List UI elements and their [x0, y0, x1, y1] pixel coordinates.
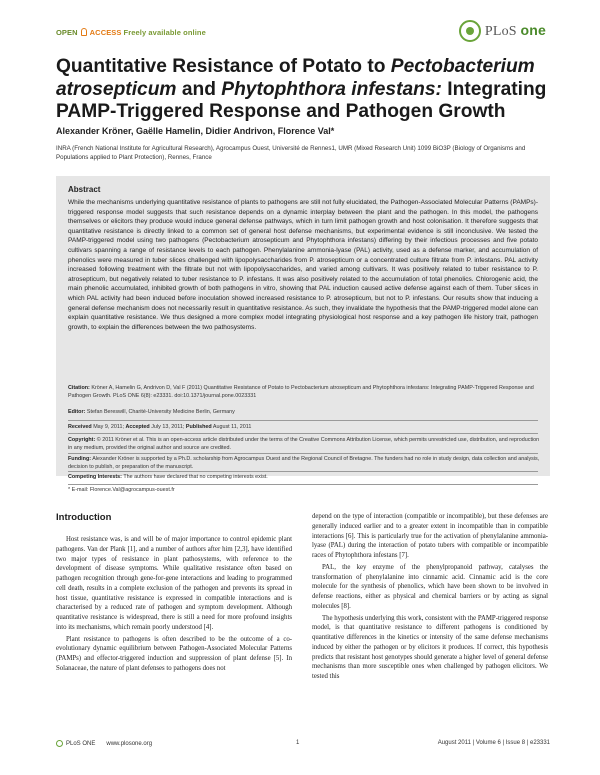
- abstract-text: While the mechanisms underlying quantitative resistance of plants to pathogens are still not fully elucidated, the Pathogen-Associated Molecular Patterns (PAMPs)-triggered response model suggests that such resistance depends on a dynamic interplay between the plant and the pathogen. In this model, the pathogens themselves or elicitors they produce would induce general defense pathways, which in turn limit pathogen growth and host colonisation. It therefore suggests that quantitative resistance is directly linked to a common set of general host defense mechanisms, but experimental evidence is still inconclusive. We tested the PAMP-triggered model using two pathogens (Pectobacterium atrosepticum and Phytophthora infestans) differing by their infectious processes and five potato cultivars spanning a range of resistance levels to each pathogen. Phenylalanine ammonia-lyase (PAL) activity, used as a defense marker, and accumulation of phenolics were measured in tuber slices challenged with lipopolysaccharides from P. atrosepticum or a concentrated culture filtrate from P. infestans. PAL activity increased following treatment with the filtrate but not with lipopolysaccharides, and varied among cultivars. It was positively related to tuber resistance to P. atrosepticum, but negatively related to tuber resistance to P. infestans. It was also positively related to the accumulation of total phenolics. Chlorogenic acid, the main phenolic accumulated, inhibited growth of both pathogens in vitro, showing that PAL induction caused active defense against each of them. Tuber slices in which PAL activity had been induced before inoculation showed increased resistance to P. atrosepticum, but not to P. infestans. Our results show that inducing a general defense mechanism does not necessarily result in quantitative resistance. As such, they invalidate the hypothesis that the PAMP-triggered model alone can explain quantitative resistance. We thus designed a more complex model integrating physiological host response and a key pathogen life history trait, pathogen growth, to explain the differences between the two pathosystems.: [68, 199, 538, 331]
- introduction-right-text: [312, 512, 548, 682]
- article-title: [56, 56, 556, 124]
- abstract-box: [56, 176, 550, 476]
- footer-journal-name: PLoS ONE: [66, 740, 96, 747]
- plos-footer-icon: [56, 740, 63, 747]
- open-lock-icon: [81, 28, 87, 36]
- meta-divider: [68, 471, 538, 472]
- title-segment: Pectobacterium atrosepticum: [56, 56, 535, 100]
- affiliation: INRA (French National Institute for Agricultural Research), Agrocampus Ouest, Université de Rennes1, UMR (Mixed Research Unit) 1099 BiO3P (Biology of Organisms and Populations applied to Plant Protection), Rennes, France: [56, 145, 526, 162]
- footer-url[interactable]: www.plosone.org: [106, 740, 153, 747]
- plos-one-logo[interactable]: [459, 20, 546, 42]
- journal-header: [56, 20, 546, 54]
- editor: Editor: Stefan Bereswill, Charité-University Medicine Berlin, Germany: [68, 409, 235, 415]
- title-segment: and: [176, 78, 222, 100]
- body-column-left: [56, 512, 292, 674]
- plos-logo-wordmark: PLoS one: [484, 22, 546, 39]
- body-paragraph: The hypothesis underlying this work, consistent with the PAMP-triggered response model, is that quantitative resistance to different pathogens is conditioned by quantitative differences in the kinetics or intensity of the same defense mechanisms induced by either the pathogen or by elicitors it produces. If correct, this hypothesis predicts that resistant host genotypes should generate a higher level of general defense mechanisms than more susceptible ones when challenged by pathogen elicitors. We tested this: [312, 614, 548, 680]
- copyright: Copyright: © 2011 Kröner et al. This is an open-access article distributed under the terms of the Creative Commons Attribution License, which permits unrestricted use, distribution, and reproduction in any medium, provided the original author and source are credited.: [68, 437, 540, 451]
- dates: Received May 9, 2011; Accepted July 13, 2011; Published August 11, 2011: [68, 424, 252, 430]
- title-segment: Integrating PAMP-Triggered Response and Pathogen Growth: [56, 78, 547, 122]
- footer-journal: [56, 740, 152, 747]
- oa-brand: ACCESS: [89, 28, 122, 37]
- plos-logo-icon: [459, 20, 481, 42]
- body-paragraph: depend on the type of interaction (compatible or incompatible), but these defenses are generally induced earlier and to a greater extent in incompatible than in compatible interactions [6]. This is particularly true for the activation of phenylalanine ammonia-lyase (PAL) during the interaction of potato tubers with compatible or incompatible races of Phytophthora infestans [7].: [312, 513, 548, 559]
- meta-divider: [68, 433, 538, 434]
- introduction-heading: Introduction: [56, 512, 112, 523]
- author-list: Alexander Kröner, Gaëlle Hamelin, Didier Andrivon, Florence Val*: [56, 126, 335, 136]
- competing-interests: Competing Interests: The authors have declared that no competing interests exist.: [68, 474, 268, 480]
- oa-suffix: Freely available online: [123, 28, 206, 37]
- title-segment: Quantitative Resistance of Potato to: [56, 56, 391, 77]
- citation: Citation: Kröner A, Hamelin G, Andrivon D, Val F (2011) Quantitative Resistance of Potato to Pectobacterium atrosepticum and Phytophthora infestans: Integrating PAMP-Triggered Response and Pathogen Growth. PLoS ONE 6(8): e23331. doi:10.1371/journal.pone.0023331: [68, 385, 534, 399]
- footer-issue: August 2011 | Volume 6 | Issue 8 | e23331: [437, 740, 550, 746]
- body-paragraph: Host resistance was, is and will be of major importance to control epidemic plant pathogens. Van der Plank [1], and a number of authors after him [2,3], have identified two major types of resistance in plant pathosystems, with reference to the development of disease symptoms. While qualitative resistance often based on pathogen recognition through gene-for-gene interactions and leading to programmed cell death, results in a complete exclusion of the pathogen and prevents its spread in host tissue, quantitative resistance is expressed in compatible interactions and is characterised by a reduced rate of pathogen and symptom development. Although quantitative resistance is widespread, there is still a need for more profound insights into its mechanisms, which remain poorly understood [4].: [56, 536, 292, 631]
- abstract-heading: Abstract: [68, 185, 101, 194]
- page-number: 1: [296, 740, 300, 746]
- body-paragraph: PAL, the key enzyme of the phenylpropanoid pathway, catalyses the transformation of phenylalanine into cinnamic acid. Cinnamic acid is the core molecule for the synthesis of phenolics, which have been shown to be involved in defense reactions, either as physical and chemical barriers or by acting as signal molecules [8].: [312, 563, 548, 610]
- title-segment: Phytophthora infestans:: [221, 78, 442, 100]
- introduction-left-text: [56, 535, 292, 674]
- corresponding-email[interactable]: * E-mail: Florence.Val@agrocampus-ouest.fr: [68, 487, 175, 493]
- meta-divider: [68, 484, 538, 485]
- funding: Funding: Alexander Kröner is supported by a Ph.D. scholarship from Agrocampus Ouest and the Regional Council of Bretagne. The funders had no role in study design, data collection and analysis, decision to publish, or preparation of the manuscript.: [68, 456, 540, 470]
- oa-prefix: OPEN: [56, 28, 78, 37]
- body-column-right: [312, 512, 548, 682]
- meta-divider: [68, 453, 538, 454]
- body-paragraph: Plant resistance to pathogens is often described to be the outcome of a co-evolutionary dynamic equilibrium between Pathogen-Associated Molecular Patterns (PAMPs) and effector-triggered induction and suppression of plant defense [5]. In Solanaceae, the nature of plant defenses to pathogens does not: [56, 635, 292, 672]
- meta-divider: [68, 420, 538, 421]
- page-footer: [56, 740, 550, 750]
- open-access-banner[interactable]: [56, 28, 206, 37]
